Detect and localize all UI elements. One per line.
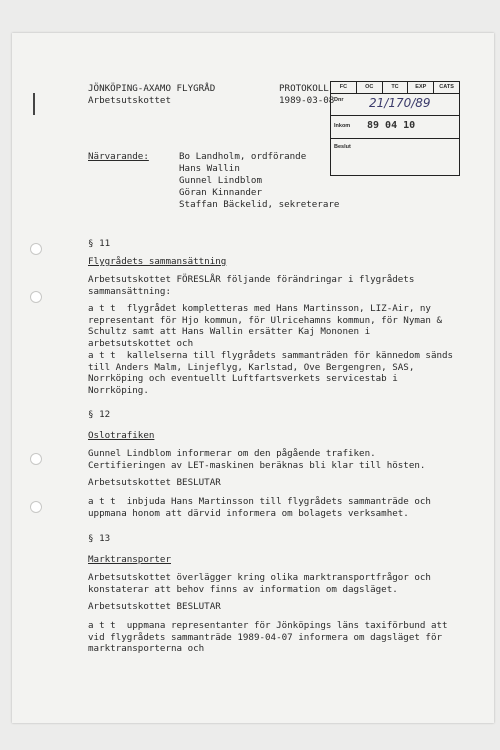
doc-type: PROTOKOLL <box>279 83 329 94</box>
attendee: Staffan Bäckelid, sekreterare <box>179 199 340 210</box>
stamp-row-inkom <box>331 116 459 139</box>
stamp-col: EXP <box>408 82 434 93</box>
org-name: JÖNKÖPING-AXAMO FLYGRÅD <box>88 83 216 94</box>
punch-hole <box>30 291 42 303</box>
decision-item: a t t kallelserna till flygrådets sammanträden för kännedom sänds till Anders Malm, Linjeflyg, Karlstad, Ove Bergengren, SAS, Norrköping och eventuellt Luftfartsverkets servicestab i Norrköping. <box>88 350 454 396</box>
section-intro: Arbetsutskottet FÖRESLÅR följande förändringar i flygrådets sammansättning: <box>88 274 415 297</box>
beslut-label: Beslut <box>334 144 351 150</box>
section-intro: Arbetsutskottet överlägger kring olika marktransportfrågor och konstaterar att behov finns av information om dagsläget. <box>88 572 431 595</box>
section-heading: Oslotrafiken <box>88 430 155 441</box>
section-heading: Flygrådets sammansättning <box>88 256 227 267</box>
doc-date: 1989-03-08 <box>279 95 335 106</box>
decision-label: Arbetsutskottet BESLUTAR <box>88 601 221 612</box>
punch-hole <box>30 501 42 513</box>
decision-item: a t t flygrådet kompletteras med Hans Martinsson, LIZ-Air, ny representant för Hjo kommun, för Ulricehamns kommun, för Nyman & Schultz samt att Hans Wallin ersätter Kaj Mononen i arbetsutskottet och <box>88 303 443 349</box>
dnr-label: Dnr <box>334 97 344 103</box>
section-number: § 11 <box>88 238 111 249</box>
stamp-col: CATS <box>439 84 454 90</box>
committee-name: Arbetsutskottet <box>88 95 171 106</box>
section-intro: Gunnel Lindblom informerar om den pågående trafiken. Certifieringen av LET-maskinen beräknas bli klar till hösten. <box>88 448 426 471</box>
decision-item: a t t uppmana representanter för Jönköpings läns taxiförbund att vid flygrådets sammanträde 1989-04-07 informera om dagsläget för marktransporterna och <box>88 620 448 654</box>
attendee: Bo Landholm, ordförande <box>179 151 307 162</box>
margin-mark <box>33 93 35 115</box>
stamp-row-dnr <box>331 93 459 116</box>
inkom-label: Inkom <box>334 123 351 129</box>
section-number: § 12 <box>88 409 111 420</box>
decision-item: a t t inbjuda Hans Martinsson till flygrådets sammanträde och uppmana honom att därvid informera om bolagets verksamhet. <box>88 496 431 519</box>
inkom-value: 89 04 10 <box>367 120 416 131</box>
stamp-col: OC <box>357 82 383 93</box>
attendee: Hans Wallin <box>179 163 240 174</box>
dnr-value: 21/170/89 <box>369 96 431 110</box>
section-number: § 13 <box>88 533 111 544</box>
section-heading: Marktransporter <box>88 554 171 565</box>
stamp-col: TC <box>383 82 409 93</box>
punch-hole <box>30 243 42 255</box>
attendee: Göran Kinnander <box>179 187 262 198</box>
stamp-col: FC <box>331 82 357 93</box>
attendance-label: Närvarande: <box>88 151 149 162</box>
stamp-row-beslut <box>331 140 459 173</box>
attendee: Gunnel Lindblom <box>179 175 262 186</box>
decision-label: Arbetsutskottet BESLUTAR <box>88 477 221 488</box>
registration-stamp <box>330 81 460 176</box>
punch-hole <box>30 453 42 465</box>
